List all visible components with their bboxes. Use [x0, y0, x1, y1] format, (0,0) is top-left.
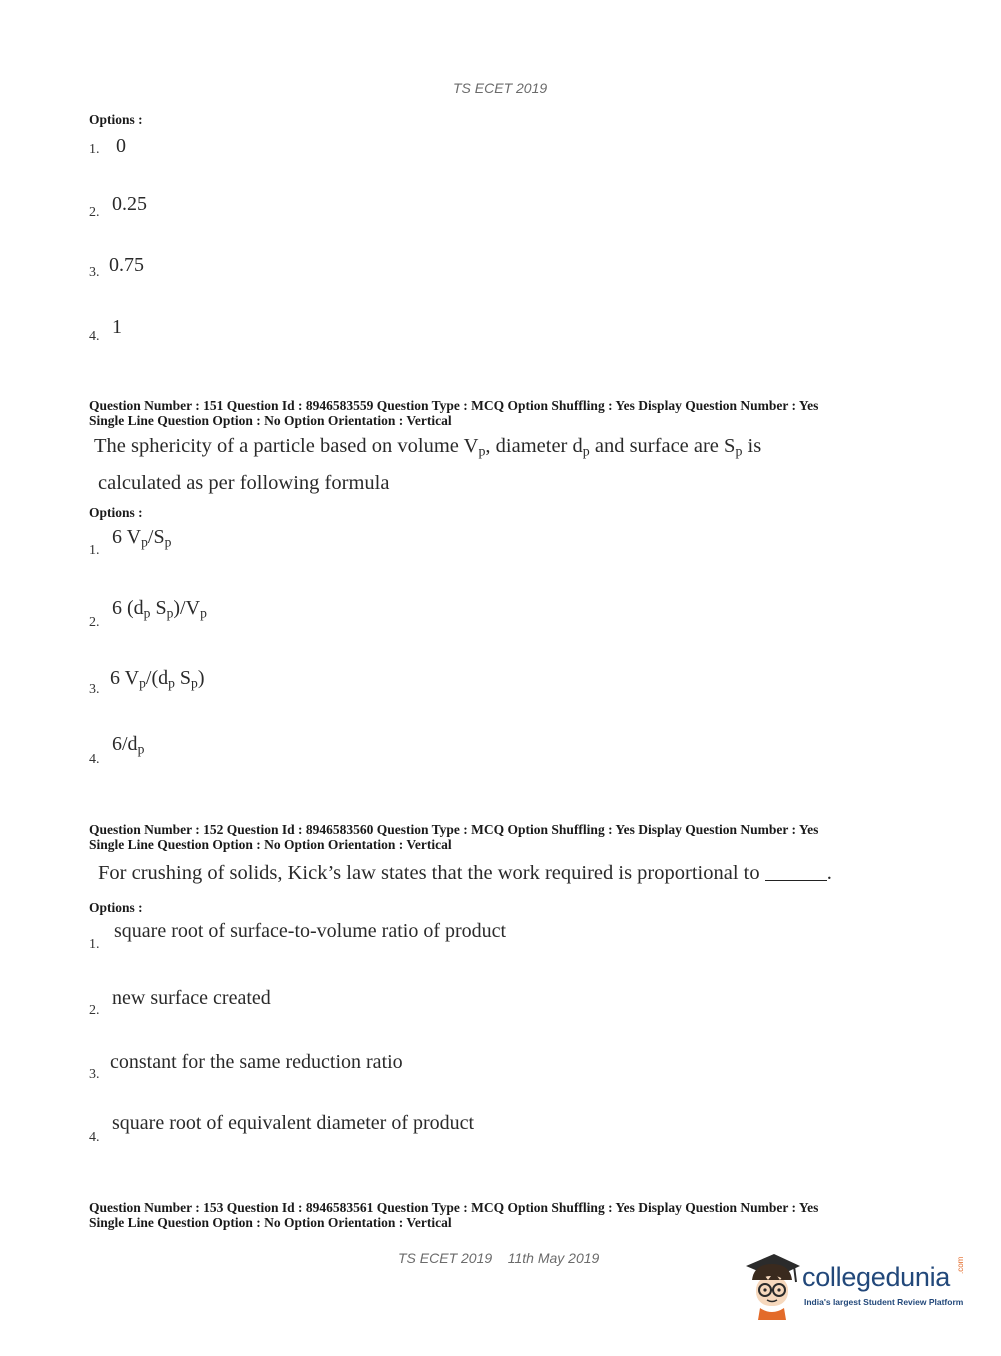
option-number: 1. [89, 937, 100, 952]
option-text: constant for the same reduction ratio [110, 1051, 403, 1073]
option-formula: 6 $V_p/(d_p$ $S_p$) [110, 667, 205, 691]
option-number: 2. [89, 205, 100, 220]
option-text: new surface created [112, 987, 271, 1009]
option-number: 1. [89, 543, 100, 558]
option-number: 4. [89, 329, 100, 344]
brand-tagline: India's largest Student Review Platform [804, 1297, 964, 1307]
option-text: 0 [116, 135, 126, 157]
option-formula: $6/d_p$ [112, 733, 145, 757]
options-label: Options : [89, 505, 143, 520]
option-formula: 6 $V_p/S_p$ [112, 526, 172, 550]
option-text: 0.75 [109, 254, 144, 276]
answer-blank [765, 879, 827, 881]
question-meta: Question Number : 152 Question Id : 8946583560 Question Type : MCQ Option Shuffling : Yes Display Question Number : Yes Single Line Question Option : No Option Orientation : Vertical [89, 822, 819, 852]
option-number: 3. [89, 1067, 100, 1082]
collegedunia-logo [742, 1250, 970, 1320]
question-meta: Question Number : 151 Question Id : 8946583559 Question Type : MCQ Option Shuffling : Yes Display Question Number : Yes Single Line Question Option : No Option Orientation : Vertical [89, 398, 819, 428]
mascot-icon [742, 1250, 802, 1320]
brand-domain: .com [956, 1256, 965, 1274]
question-stem-line2: calculated as per following formula [98, 472, 390, 494]
option-text: 0.25 [112, 193, 147, 215]
option-number: 3. [89, 682, 100, 697]
option-number: 4. [89, 752, 100, 767]
page-header: TS ECET 2019 [453, 80, 548, 96]
question-meta: Question Number : 153 Question Id : 8946583561 Question Type : MCQ Option Shuffling : Yes Display Question Number : Yes Single Line Question Option : No Option Orientation : Vertical [89, 1200, 819, 1230]
brand-name: collegedunia [802, 1262, 951, 1292]
options-label: Options : [89, 112, 143, 127]
option-text: square root of equivalent diameter of product [112, 1112, 475, 1134]
footer-text: TS ECET 2019 11th May 2019 [398, 1250, 600, 1266]
option-number: 1. [89, 142, 100, 157]
option-number: 2. [89, 1003, 100, 1018]
question-stem: The sphericity of a particle based on volume $V_p$, diameter $d_p$ and surface are $S_p$ is [94, 435, 762, 460]
option-number: 4. [89, 1130, 100, 1145]
option-text: square root of surface-to-volume ratio of product [114, 920, 507, 942]
options-label: Options : [89, 900, 143, 915]
option-number: 3. [89, 265, 100, 280]
option-text: 1 [112, 316, 122, 338]
option-number: 2. [89, 615, 100, 630]
option-formula: 6 ($d_p$ $S_p)/V_p$ [112, 597, 207, 621]
question-stem: For crushing of solids, Kick’s law states that the work required is proportional to . [98, 862, 832, 884]
